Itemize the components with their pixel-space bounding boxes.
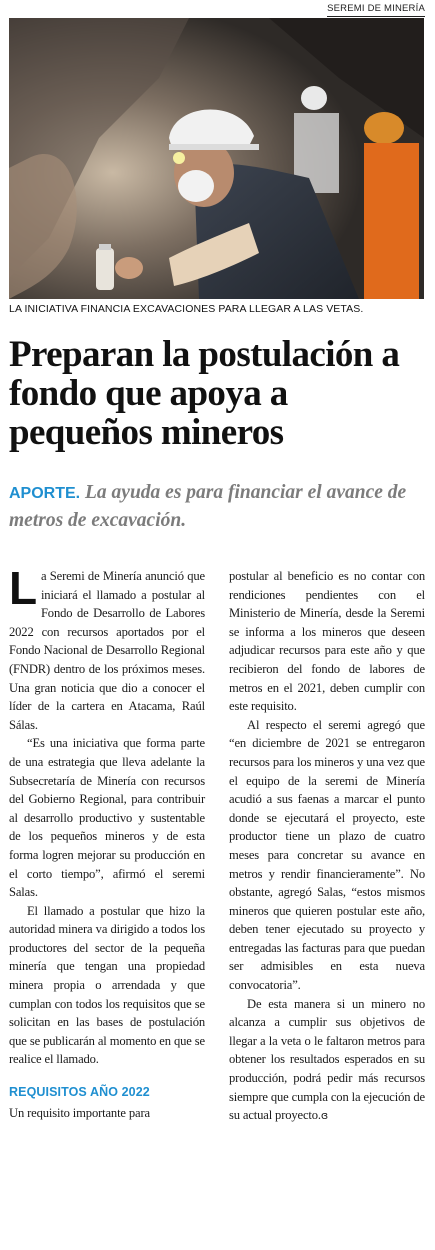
article-column-left	[9, 562, 205, 1122]
article-column-right	[229, 567, 425, 1126]
mine-tunnel-illustration	[9, 18, 424, 299]
lead	[9, 479, 429, 534]
paragraph-6-text: De esta manera si un minero no alcanza a cumplir sus objetivos de llegar a la veta o le faltaron metros para obtener los resultados esperados en su producción, podrá pedir más recursos siempre que cumpla con la ejecución de su actual proyecto.	[229, 996, 425, 1123]
mining-photo	[9, 18, 424, 299]
lead-text: La ayuda es para financiar el avance de metros de excavación.	[9, 482, 407, 531]
end-mark-icon: ɞ	[320, 1109, 329, 1123]
section-tag: SEREMI DE MINERÍA	[327, 3, 425, 17]
paragraph-2: “Es una iniciativa que forma parte de una estrategia que lleva adelante la Subsecretaría de Minería con recursos del Gobierno Regional, para contribuir al desarrollo productivo y sustentable de los pequeños mineros y de esta forma logren mejorar su producción en el corto tiempo”, afirmó el seremi Salas.	[9, 736, 205, 900]
headline: Preparan la postulación a fondo que apoya a pequeños mineros	[9, 334, 400, 453]
paragraph-5: Al respecto el seremi agregó que “en diciembre de 2021 se entregaron recursos para los mineros y una vez que el equipo de la seremi de Minería acudió a sus faenas a marcar el punto donde se ejecutará el proyecto, este productor tiene un plazo de cuatro meses para concretar su avance en metros y rendir financieramente”. No obstante, agregó Salas, “estos mismos mineros que quieren postular este año, deben tener ejecutado su proyecto y entregadas las facturas para que puedan ser admisibles en esta nueva convocatoria”.	[229, 717, 425, 993]
subheading: REQUISITOS AÑO 2022	[9, 1085, 150, 1100]
paragraph-4: Un requisito importante para	[9, 1105, 150, 1120]
paragraph-1	[9, 562, 205, 734]
paragraph-6	[229, 995, 425, 1126]
lead-kicker: APORTE.	[9, 485, 81, 502]
paragraph-1-text: a Seremi de Minería anunció que iniciará el llamado a postular al Fondo de Desarrollo de Labores 2022 con recursos aportados por el Fondo Nacional de Desarrollo Regional (FNDR) dentro de los próximos meses. Una gran noticia que dio a conocer el líder de la cartera en Atacama, Raúl Sálas.	[9, 569, 205, 732]
photo-caption: LA INICIATIVA FINANCIA EXCAVACIONES PARA LLEGAR A LAS VETAS.	[9, 303, 364, 315]
drop-cap: L	[9, 562, 37, 614]
paragraph-3: El llamado a postular que hizo la autoridad minera va dirigido a todos los productores del sector de la pequeña minería que tengan una propiedad minera propia o arrendada y que cumplan con todos los requisitos que se solicitan en las bases de postulación que se publicarán al momento en que se realice el llamado.	[9, 903, 205, 1067]
paragraph-4-continued: postular al beneficio es no contar con rendiciones pendientes con el Ministerio de Minería, desde la Seremi se informa a los mineros que deseen adjudicar recursos para este año y que recibieron del fondo de labores de metros en el 2021, deben cumplir con este requisito.	[229, 569, 425, 714]
